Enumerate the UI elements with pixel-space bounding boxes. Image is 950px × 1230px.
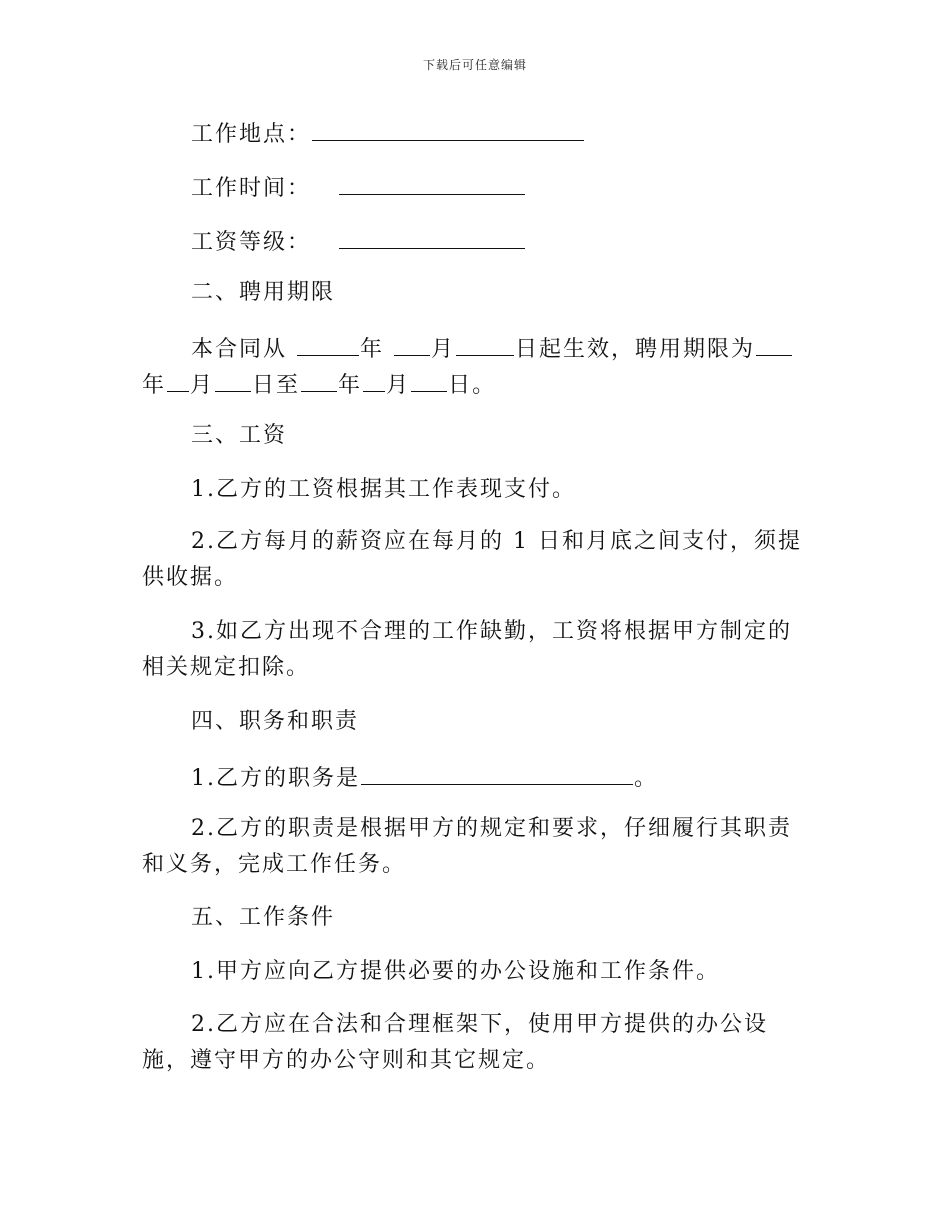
effective-text: 日起生效，聘用期限为	[515, 337, 756, 362]
salary-item-3-line-2: 相关规定扣除。	[142, 655, 311, 680]
end-month-blank[interactable]	[363, 369, 385, 392]
start-day-blank[interactable]	[456, 333, 514, 356]
section-2-heading: 二、聘用期限	[191, 280, 336, 305]
from-day-blank[interactable]	[215, 369, 251, 392]
condition-item-1: 1.甲方应向乙方提供必要的办公设施和工作条件。	[191, 959, 720, 984]
salary-item-1: 1.乙方的工资根据其工作表现支付。	[191, 477, 576, 502]
salary-item-3-line-1: 3.如乙方出现不合理的工作缺勤，工资将根据甲方制定的	[191, 619, 792, 644]
work-location-blank[interactable]	[312, 118, 584, 141]
condition-item-2-line-2: 施，遵守甲方的办公守则和其它规定。	[142, 1048, 551, 1073]
month-text: 月	[190, 373, 215, 398]
work-time-label: 工作时间：	[191, 176, 312, 201]
salary-level-row	[191, 226, 526, 257]
salary-item-2-line-2: 供收据。	[142, 565, 239, 590]
duty-item-2-line-2: 和义务，完成工作任务。	[142, 852, 407, 877]
day-to-text: 日至	[252, 373, 301, 398]
work-time-blank[interactable]	[339, 172, 525, 195]
month-text: 月	[431, 337, 456, 362]
term-line-2	[142, 369, 496, 400]
salary-item-2-line-1: 2.乙方每月的薪资应在每月的 1 日和月底之间支付，须提	[191, 529, 802, 554]
position-end: 。	[634, 766, 659, 791]
start-month-blank[interactable]	[394, 333, 430, 356]
page-header: 下载后可任意编辑	[422, 58, 527, 72]
salary-level-label: 工资等级：	[191, 230, 312, 255]
salary-level-blank[interactable]	[339, 226, 525, 249]
work-time-row	[191, 172, 526, 203]
term-length-blank[interactable]	[756, 333, 792, 356]
duty-item-2-line-1: 2.乙方的职责是根据甲方的规定和要求，仔细履行其职责	[191, 816, 792, 841]
month-text: 月	[386, 373, 411, 398]
end-year-blank[interactable]	[301, 369, 337, 392]
start-year-blank[interactable]	[297, 333, 359, 356]
work-location-row	[191, 118, 585, 149]
section-3-heading: 三、工资	[191, 423, 288, 448]
position-text: 1.乙方的职务是	[191, 766, 360, 791]
work-location-label: 工作地点：	[191, 122, 312, 147]
section-5-heading: 五、工作条件	[191, 905, 336, 930]
day-end-text: 日。	[448, 373, 497, 398]
duty-item-1	[191, 762, 658, 793]
section-4-heading: 四、职务和职责	[191, 709, 360, 734]
condition-item-2-line-1: 2.乙方应在合法和合理框架下，使用甲方提供的办公设	[191, 1012, 768, 1037]
position-blank[interactable]	[361, 762, 633, 785]
year-text: 年	[142, 373, 167, 398]
year-text: 年	[338, 373, 363, 398]
term-line-1	[191, 333, 793, 364]
year-text: 年	[360, 337, 385, 362]
from-month-blank[interactable]	[167, 369, 189, 392]
term-text: 本合同从	[191, 337, 288, 362]
end-day-blank[interactable]	[411, 369, 447, 392]
